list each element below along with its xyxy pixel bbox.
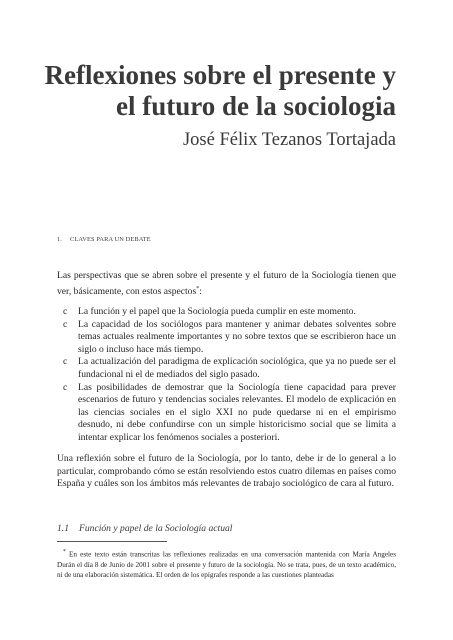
intro-paragraph	[57, 270, 396, 298]
footnote	[57, 547, 396, 580]
section-heading	[57, 236, 151, 243]
bullet-icon: c	[63, 356, 68, 368]
bullet-icon: c	[63, 381, 68, 393]
footnote-mark: *	[63, 549, 66, 555]
article-title	[16, 60, 396, 122]
list-item	[57, 356, 396, 381]
bullet-icon: c	[63, 306, 68, 317]
subsection-heading	[57, 523, 232, 534]
article-title-line-2: el futuro de la sociologia	[116, 91, 396, 121]
subsection-number: 1.1	[57, 523, 69, 534]
list-item	[57, 319, 396, 357]
author-name: José Félix Tezanos Tortajada	[182, 130, 396, 150]
intro-end: :	[199, 285, 202, 297]
list-item	[57, 306, 396, 319]
list-item-text: Las posibilidades de demostrar que la Sociología tiene capacidad para prever escenarios de futuro y tendencias sociales relevantes. El modelo de explicación en las ciencias sociales en el siglo XXI no pude quedarse ni en el empirismo desnudo, ni debe confundirse con un simple historicismo social que se limita a intentar explicar los fenómenos sociales a posteriori.	[78, 381, 396, 443]
list-item-text: La función y el papel que la Sociología pueda cumplir en este momento.	[78, 306, 356, 317]
bullet-icon: c	[63, 318, 68, 330]
intro-text: Las perspectivas que se abren sobre el presente y el futuro de la Sociología tienen que ver, básicamente, con estos aspectos	[57, 270, 396, 297]
article-title-line-1: Reflexiones sobre el presente y	[44, 60, 396, 90]
list-item	[57, 382, 396, 445]
list-item-text: La actualización del paradigma de explicación sociológica, que ya no puede ser el fundacional ni el de mediados del siglo pasado.	[78, 356, 396, 380]
list-item-text: La capacidad de los sociólogos para mantener y animar debates solventes sobre temas actuales realmente importantes y no sobre textos que se escribieron hace un siglo o incluso hace más tiempo.	[78, 318, 396, 355]
closing-paragraph: Una reflexión sobre el futuro de la Sociología, por lo tanto, debe ir de lo general a lo particular, comprobando cómo se están resolviendo estos cuatro dilemas en países como España y cuáles son los ámbitos más relevantes de trabajo sociológico de cara al futuro.	[57, 453, 396, 490]
section-title: CLAVES PARA UN DEBATE	[70, 236, 151, 243]
footnote-reference[interactable]: *	[196, 285, 200, 292]
section-number: 1.	[57, 236, 62, 243]
footnote-divider	[57, 541, 167, 542]
aspects-list	[57, 306, 396, 445]
footnote-text: En este texto están transcritas las reflexiones realizadas en una conversación mantenida con María Angeles Durán el día 8 de Junio de 2001 sobre el presente y futuro de la sociología. No se trata, pues, de un texto académico, ni de una elaboración sistemática. El orden de los epígrafes responde a las cuestiones planteadas	[57, 550, 396, 579]
subsection-title: Función y papel de la Sociología actual	[79, 523, 233, 534]
